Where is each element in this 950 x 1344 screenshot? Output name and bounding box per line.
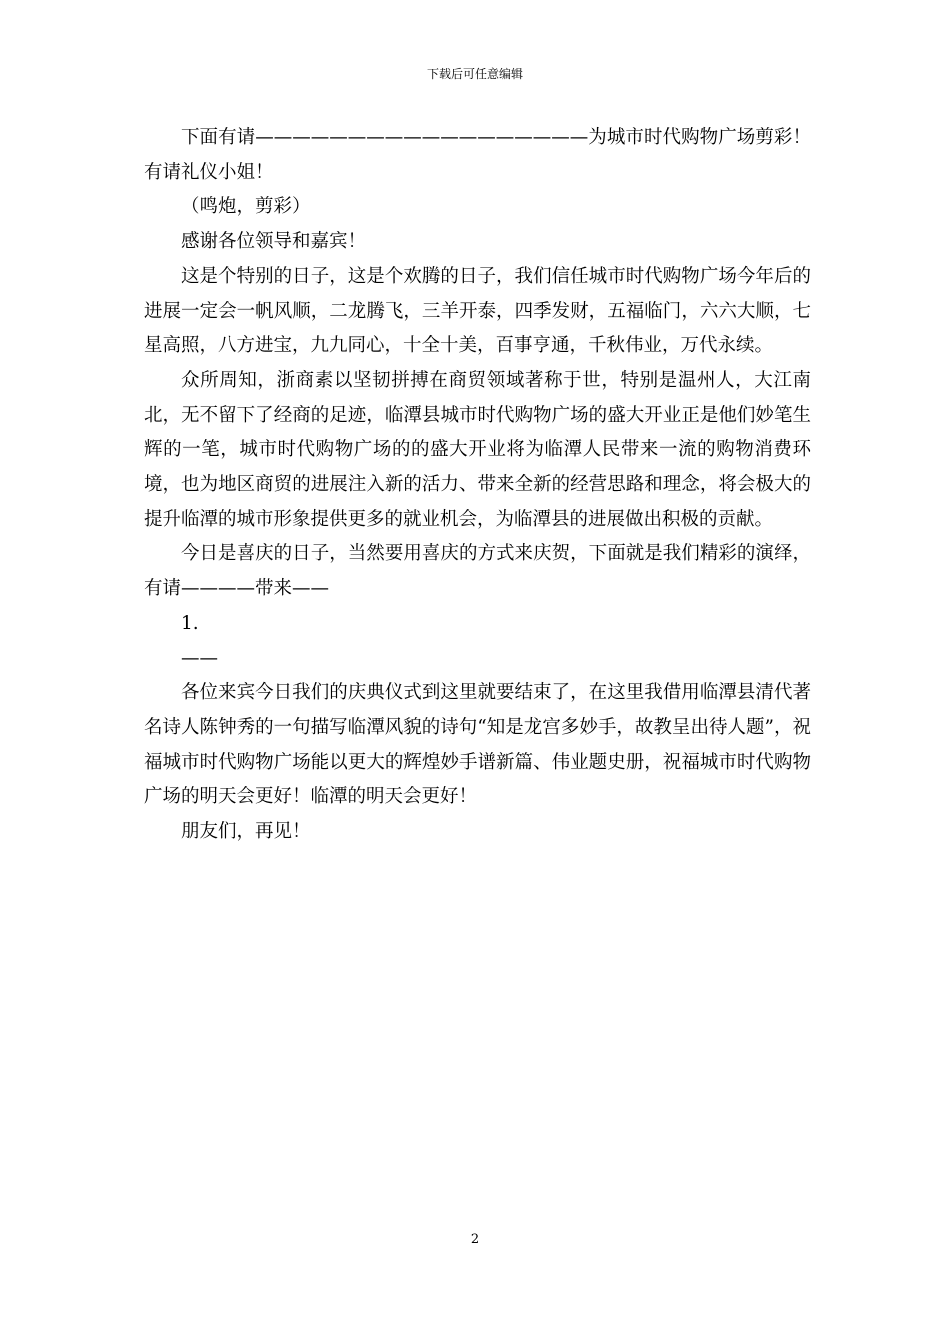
paragraph-blessings: 这是个特别的日子，这是个欢腾的日子，我们信任城市时代购物广场今年后的进展一定会一帆风顺，二龙腾飞，三羊开泰，四季发财，五福临门，六六大顺，七星高照，八方进宝，九九同心，十全十美，百事亨通，千秋伟业，万代永续。: [144, 265, 811, 357]
paragraph-performance-intro: 今日是喜庆的日子，当然要用喜庆的方式来庆贺，下面就是我们精彩的演绎，有请————带来——: [144, 543, 811, 600]
paragraph-closing: 各位来宾今日我们的庆典仪式到这里就要结束了，在这里我借用临潭县清代著名诗人陈钟秀的一句描写临潭风貌的诗句“知是龙宫多妙手，故教呈出待人题”，祝福城市时代购物广场能以更大的辉煌妙手谱新篇、伟业题史册，祝福城市时代购物广场的明天会更好！临潭的明天会更好！: [144, 682, 811, 808]
page-number: 2: [470, 1232, 480, 1247]
paragraph-list-item-1: 1.: [181, 612, 199, 634]
paragraph-stage-direction: （鸣炮，剪彩）: [181, 196, 311, 218]
paragraph-thanks: 感谢各位领导和嘉宾！: [181, 231, 367, 253]
paragraph-zhejiang-merchants: 众所周知，浙商素以坚韧拼搏在商贸领域著称于世，特别是温州人，大江南北，无不留下了经商的足迹，临潭县城市时代购物广场的盛大开业正是他们妙笔生辉的一笔，城市时代购物广场的的盛大开业将为临潭人民带来一流的购物消费环境，也为地区商贸的进展注入新的活力、带来全新的经营思路和理念，将会极大的提升临潭的城市形象提供更多的就业机会，为临潭县的进展做出积极的贡献。: [144, 369, 811, 530]
paragraph-dash: ——: [181, 647, 218, 669]
page-header: 下载后可任意编辑: [426, 67, 523, 81]
paragraph-ribbon-cutting-invitation: 下面有请——————————————————为城市时代购物广场剪彩！有请礼仪小姐！: [144, 127, 811, 183]
paragraph-farewell: 朋友们，再见！: [181, 821, 311, 843]
document-body: [144, 121, 811, 850]
